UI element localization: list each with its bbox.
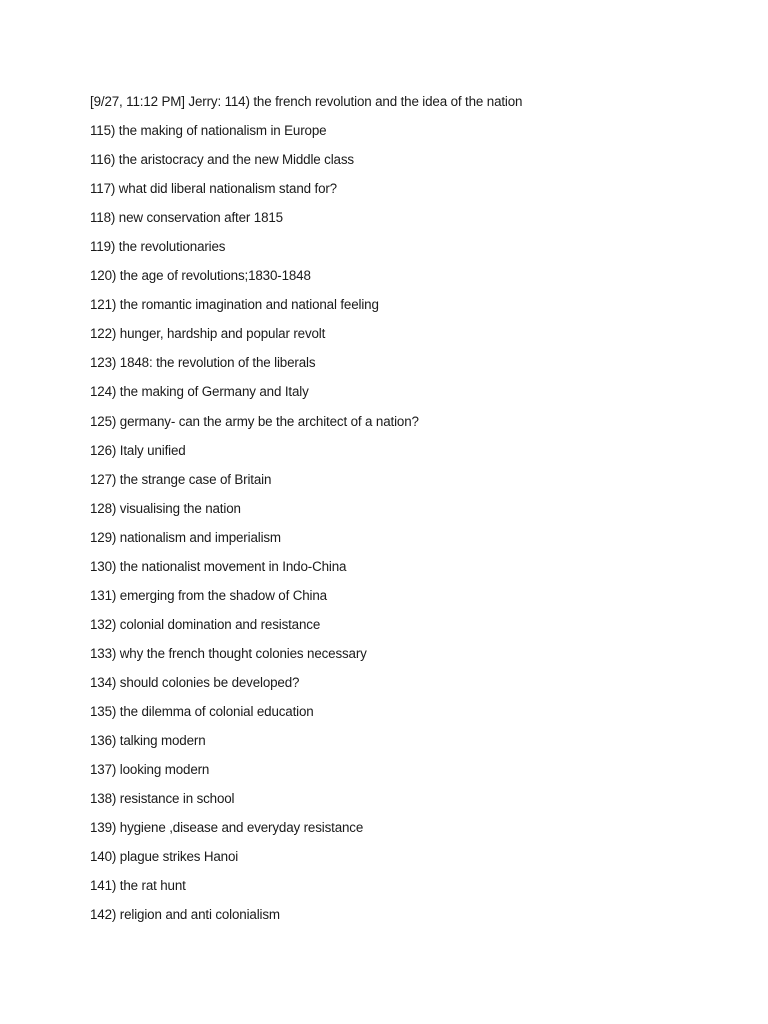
- list-item: 138) resistance in school: [90, 791, 235, 807]
- list-item: 130) the nationalist movement in Indo-China: [90, 558, 347, 574]
- list-item: 128) visualising the nation: [90, 500, 241, 516]
- list-item: 135) the dilemma of colonial education: [90, 703, 314, 719]
- list-item: 136) talking modern: [90, 733, 206, 749]
- list-item: 137) looking modern: [90, 762, 210, 778]
- list-item: 140) plague strikes Hanoi: [90, 849, 239, 865]
- list-item: 116) the aristocracy and the new Middle class: [90, 152, 354, 168]
- list-item: 142) religion and anti colonialism: [90, 907, 280, 923]
- list-item: 132) colonial domination and resistance: [90, 616, 321, 632]
- list-item: 131) emerging from the shadow of China: [90, 587, 327, 603]
- list-item: 126) Italy unified: [90, 442, 186, 458]
- list-item: 125) germany- can the army be the architect of a nation?: [90, 413, 419, 429]
- list-item: 118) new conservation after 1815: [90, 210, 283, 226]
- topic-list: [90, 92, 730, 934]
- list-item: 124) the making of Germany and Italy: [90, 384, 309, 400]
- list-item: 123) 1848: the revolution of the liberals: [90, 355, 316, 371]
- list-item: 139) hygiene ,disease and everyday resistance: [90, 820, 364, 836]
- list-item: 119) the revolutionaries: [90, 239, 226, 255]
- list-item: 122) hunger, hardship and popular revolt: [90, 326, 326, 342]
- list-item: 120) the age of revolutions;1830-1848: [90, 268, 311, 284]
- list-item: 127) the strange case of Britain: [90, 471, 272, 487]
- list-item: 121) the romantic imagination and national feeling: [90, 297, 379, 313]
- list-item: 115) the making of nationalism in Europe: [90, 123, 327, 139]
- list-item: 141) the rat hunt: [90, 878, 186, 894]
- list-item: 133) why the french thought colonies necessary: [90, 645, 367, 661]
- list-item: 129) nationalism and imperialism: [90, 529, 281, 545]
- list-item: 117) what did liberal nationalism stand for?: [90, 181, 337, 197]
- list-item: 134) should colonies be developed?: [90, 674, 300, 690]
- list-item: [9/27, 11:12 PM] Jerry: 114) the french revolution and the idea of the nation: [90, 94, 523, 109]
